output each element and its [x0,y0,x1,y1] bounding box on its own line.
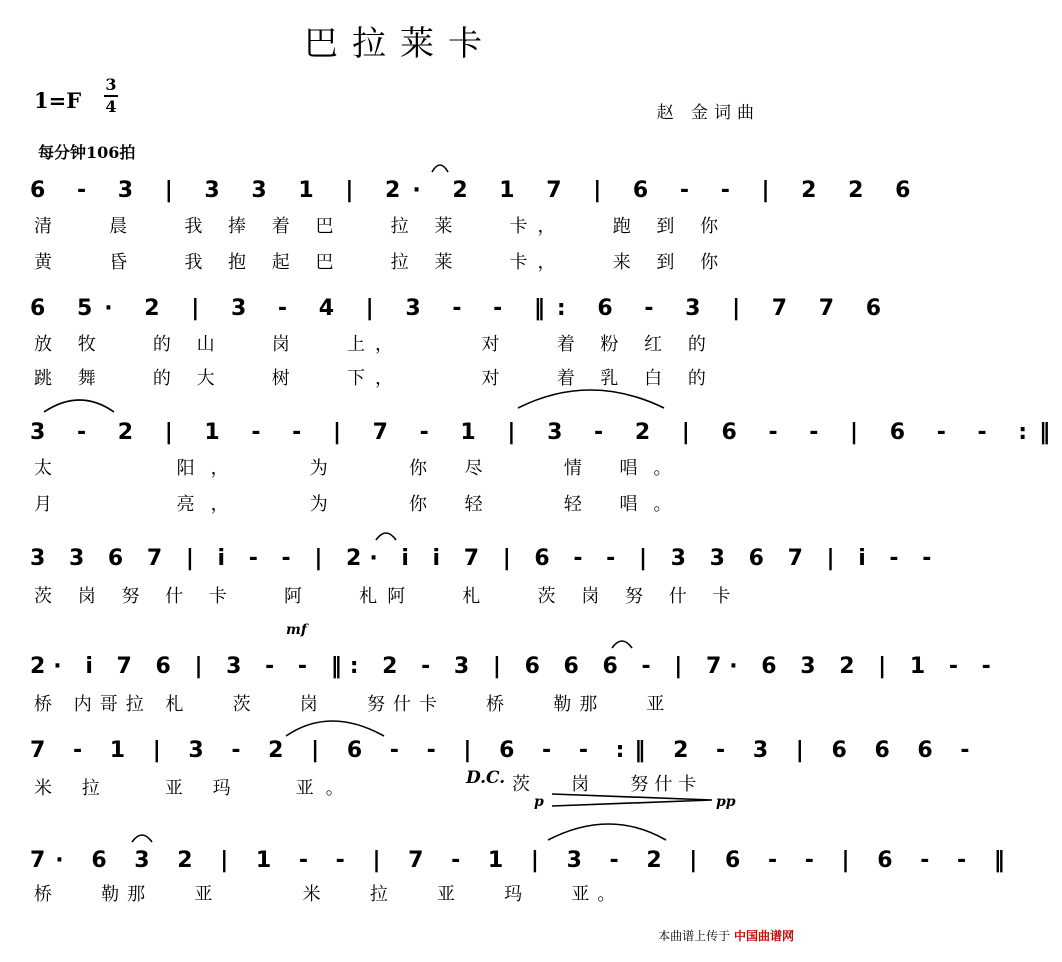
notes-text: 6 - 3 | 3 3 1 | 2· 2 1 7 | 6 - - | 2 2 6 [30,178,923,203]
lyrics-verse-1: 米 拉 亚 玛 亚。 [34,778,356,799]
dynamic-mf: mf [286,622,307,638]
dc-marker: D.C. [466,768,506,788]
author: 赵 金词曲 [656,103,760,123]
page-title: 巴拉莱卡 [304,24,496,64]
score-row-4 [0,540,940,660]
notes-line [0,540,940,576]
score-row-7 [0,842,1015,962]
notes-text: 7 - 1 | 3 - 2 | 6 - - | 6 - - :‖ 2 - 3 | 6 6 6 - [30,738,980,763]
credit-text: 本曲谱上传于 [658,929,731,943]
lyrics-verse-2: 月 亮， 为 你 轻 轻 唱。 [34,494,688,515]
score-row-3 [0,414,1062,534]
notes-text: 6 5· 2 | 3 - 4 | 3 - - ‖: 6 - 3 | 7 7 6 [30,296,894,321]
lyrics-verse-1: 太 阳， 为 你 尽 情 唱。 [34,458,688,479]
lyrics-verse-2: 跳 舞 的 大 树 下， 对 着 乳 白 的 [34,368,716,389]
lyrics-verse-1: 桥 勒那 亚 米 拉 亚 玛 亚。 [34,884,624,905]
lyrics-verse-1: 桥 内哥拉 札 茨 岗 努什卡 桥 勒那 亚 [34,694,673,715]
time-signature [104,76,118,116]
credit-line [658,927,794,944]
time-signature-bottom: 4 [105,97,117,116]
dynamic-pp: pp [716,794,736,810]
lyrics-verse-1: 清 晨 我 捧 着 巴 拉 莱 卡， 跑 到 你 [34,216,729,237]
slur [376,533,396,540]
credit-site: 中国曲谱网 [733,929,794,943]
notes-line [0,842,1015,878]
notes-line [0,172,923,208]
lyrics-verse-1: 放 牧 的 山 岗 上， 对 着 粉 红 的 [34,334,716,355]
dynamic-p: p [534,794,544,810]
notes-line [0,732,980,768]
notes-text: 2· i 7 6 | 3 - - ‖: 2 - 3 | 6 6 6 - | 7· 6 3 2 | 1 - - [30,654,999,679]
score-row-6 [0,732,980,852]
lyrics-verse-2: 黄 昏 我 抱 起 巴 拉 莱 卡， 来 到 你 [34,252,729,273]
notes-line [0,648,999,684]
notes-text: 7· 6 3 2 | 1 - - | 7 - 1 | 3 - 2 | 6 - - | 6 - - ‖ [30,848,1015,873]
key-signature: 1=F [34,88,82,113]
time-signature-top: 3 [105,75,117,94]
score-row-2 [0,290,894,410]
notes-line [0,414,1062,450]
lyrics-verse-1: 茨 岗 努 什 卡 阿 札阿 札 茨 岗 努 什 卡 [34,586,741,607]
slur [432,165,448,172]
dc-lyrics: 茨 岗 努什卡 [512,774,703,795]
tempo: 每分钟106拍 [38,143,136,162]
notes-text: 3 - 2 | 1 - - | 7 - 1 | 3 - 2 | 6 - - | 6 - - :‖ [30,420,1062,445]
notes-text: 3 3 6 7 | i - - | 2· i i 7 | 6 - - | 3 3 6 7 | i - - [30,546,940,571]
score-row-1 [0,172,923,292]
notes-line [0,290,894,326]
